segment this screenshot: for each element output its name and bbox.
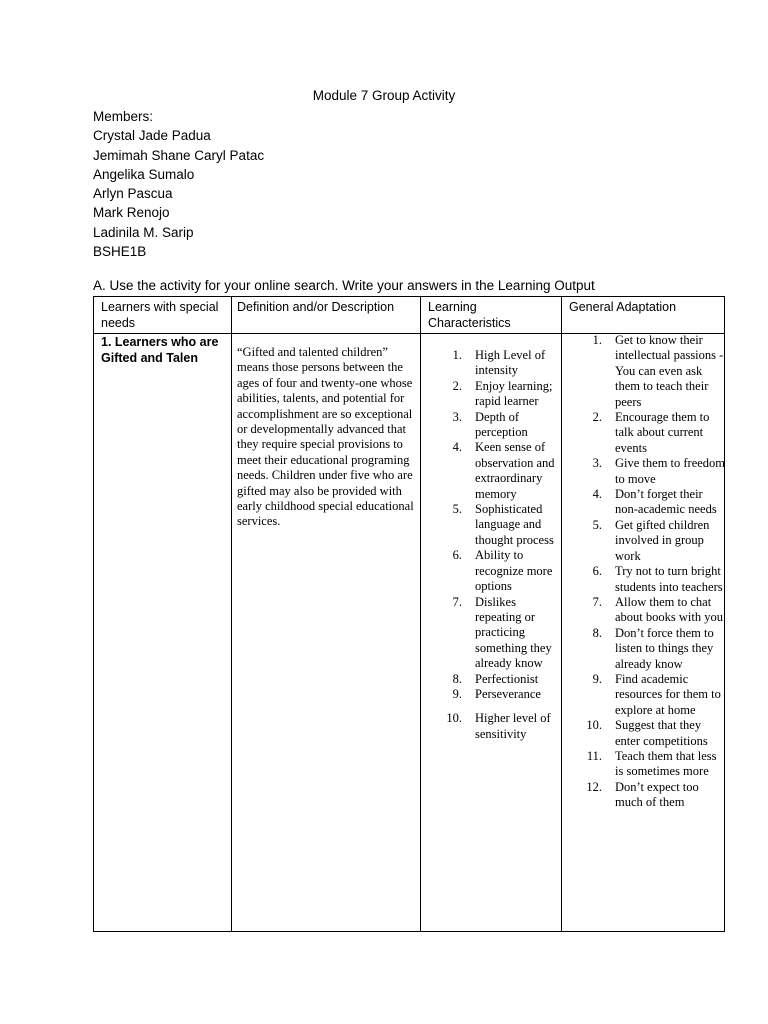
adaptation-item <box>562 487 726 518</box>
characteristic-item-number: 5. <box>452 502 462 517</box>
adaptation-item-text: Don’t force them to listen to things they already know <box>615 625 714 671</box>
characteristic-item-number: 4. <box>452 440 462 455</box>
adaptation-item-number: 9. <box>592 671 602 686</box>
adaptation-item-text: Don’t forget their non-academic needs <box>615 487 717 517</box>
adaptation-item-text: Teach them that less is sometimes more <box>615 748 717 779</box>
header-learners: Learners with special needs <box>101 300 219 330</box>
member-name: Angelika Sumalo <box>93 166 195 182</box>
characteristic-item <box>422 410 562 441</box>
adaptation-item <box>562 672 726 718</box>
characteristic-item-text: Dislikes repeating or practicing something they already know <box>475 594 552 671</box>
characteristic-item-number: 9. <box>452 686 462 701</box>
characteristic-item-text: Perfectionist <box>475 671 539 686</box>
adaptation-item-number: 7. <box>592 594 602 609</box>
section-heading: A. Use the activity for your online search. Write your answers in the Learning Output <box>93 278 595 293</box>
activity-table <box>93 296 725 932</box>
cell-learner-type: 1. Learners who are Gifted and Talen <box>101 335 219 365</box>
adaptation-item-number: 2. <box>592 410 602 425</box>
adaptation-item-number: 5. <box>592 517 602 532</box>
adaptation-item-text: Find academic resources for them to explore at home <box>615 671 721 717</box>
adaptation-item-text: Get gifted children involved in group work <box>615 517 710 563</box>
adaptation-item-text: Try not to turn bright students into teachers <box>615 564 723 594</box>
characteristic-item-text: Enjoy learning; rapid learner <box>475 378 553 409</box>
members-block <box>93 107 264 261</box>
characteristic-item <box>422 348 562 379</box>
adaptation-item <box>562 626 726 672</box>
member-name: Ladinila M. Sarip <box>93 224 194 240</box>
characteristic-item-number: 2. <box>452 378 462 393</box>
adaptations-list <box>562 333 726 811</box>
characteristic-item <box>422 440 562 502</box>
characteristic-item <box>422 672 562 687</box>
characteristic-item-text: Higher level of sensitivity <box>475 711 551 741</box>
adaptation-item <box>562 456 726 487</box>
adaptation-item-number: 6. <box>592 564 602 579</box>
adaptation-item-text: Suggest that they enter competitions <box>615 718 708 748</box>
adaptation-item <box>562 749 726 780</box>
adaptation-item-number: 1. <box>592 333 602 347</box>
adaptation-item <box>562 518 726 564</box>
characteristic-item <box>422 548 562 594</box>
cell-definition: “Gifted and talented children” means those persons between the ages of four and twenty-one whose abilities, talents, and potential for accomplishment are so exceptional or developmentally advanced that they require special provisions to meet their educational programing needs. Children under five who are gifted may also be provided with early childhood special educational services. <box>237 345 414 529</box>
characteristic-item-number: 6. <box>452 548 462 563</box>
characteristic-item <box>422 687 562 702</box>
header-characteristics: Learning Characteristics <box>428 300 511 330</box>
member-name: Jemimah Shane Caryl Patac <box>93 147 265 163</box>
characteristic-item-number: 8. <box>452 671 462 686</box>
document-title: Module 7 Group Activity <box>312 88 456 103</box>
member-name: Mark Renojo <box>93 205 170 221</box>
characteristic-item-text: Perseverance <box>475 686 541 701</box>
characteristic-item-text: High Level of intensity <box>475 348 546 378</box>
characteristic-item-number: 10. <box>446 711 462 726</box>
members-label: Members: <box>93 109 154 124</box>
characteristics-list <box>422 348 562 742</box>
member-name: Arlyn Pascua <box>93 186 173 202</box>
characteristic-item <box>422 502 562 548</box>
characteristic-item-text: Depth of perception <box>475 409 528 440</box>
characteristic-item-text: Ability to recognize more options <box>475 548 553 594</box>
adaptation-item <box>562 718 726 749</box>
column-divider <box>231 297 232 931</box>
characteristic-item-text: Keen sense of observation and extraordinary memory <box>475 440 555 501</box>
characteristic-item-number: 1. <box>452 348 462 362</box>
adaptation-item <box>562 564 726 595</box>
adaptation-item-text: Don’t expect too much of them <box>615 779 699 810</box>
column-divider <box>420 297 421 931</box>
adaptation-item-text: Allow them to chat about books with you <box>615 594 723 625</box>
adaptation-item-text: Encourage them to talk about current events <box>615 410 710 455</box>
adaptation-item-number: 12. <box>586 779 602 794</box>
characteristic-item <box>422 595 562 672</box>
adaptation-item-text: Give them to freedom to move <box>615 456 726 486</box>
characteristic-item <box>422 379 562 410</box>
adaptation-item-number: 4. <box>592 487 602 502</box>
adaptation-item-number: 3. <box>592 456 602 471</box>
adaptation-item-number: 10. <box>586 718 602 733</box>
adaptation-item <box>562 333 726 410</box>
characteristic-item-text: Sophisticated language and thought process <box>475 502 554 547</box>
characteristic-item <box>422 711 562 742</box>
adaptation-item-number: 8. <box>592 625 602 640</box>
header-adaptation: General Adaptation <box>569 300 677 314</box>
adaptation-item <box>562 780 726 811</box>
characteristic-item-number: 3. <box>452 409 462 424</box>
characteristic-item-number: 7. <box>452 594 462 609</box>
header-definition: Definition and/or Description <box>237 300 395 314</box>
adaptation-item <box>562 410 726 456</box>
adaptation-item-text: Get to know their intellectual passions -You can even ask them to teach their peers <box>615 333 724 409</box>
member-name: Crystal Jade Padua <box>93 128 211 144</box>
adaptation-item <box>562 595 726 626</box>
adaptation-item-number: 11. <box>586 748 602 763</box>
class-section: BSHE1B <box>93 244 147 260</box>
